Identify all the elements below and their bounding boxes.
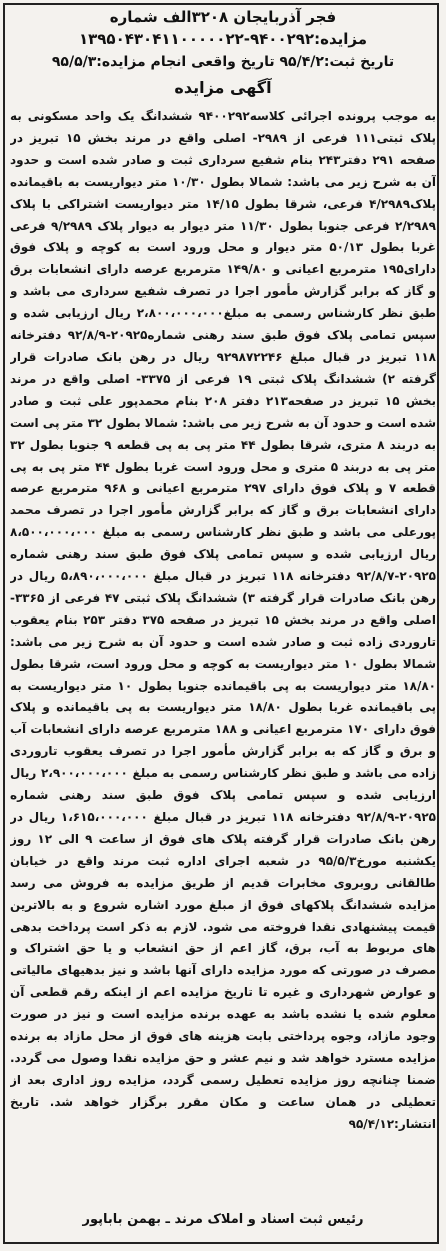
dates-line: تاریخ ثبت:۹۵/۴/۲ تاریخ واقعی انجام مزایده:۹۵/۵/۳ bbox=[51, 54, 395, 70]
signature-line: رئیس ثبت اسناد و املاک مرند ـ بهمن باباپور bbox=[82, 1212, 364, 1227]
notice-heading: آگهی مزایده bbox=[174, 78, 272, 97]
newspaper-title-line: فجر آذربایجان ۳۲۰۸الف شماره bbox=[109, 8, 337, 26]
notice-body-text: به موجب پرونده اجرائی کلاسه۹۴۰۰۲۹۲ ششدانگ یک واحد مسکونی به پلاک ثبتی۱۱۱ فرعی از ۲۹۸۹- اصلی واقع در مرند بخش ۱۵ تبریز در صفحه ۲۹۱ دفتر۲۴۳ بنام شفیع سرداری ثبت و صادر شده است و حدود آن به شرح زیر می باشد: شمالا بطول ۱۰/۳۰ متر دیواریست به باقیمانده پلاک۴/۲۹۸۹ فرعی، شرقا بطول ۱۴/۱۵ متر دیواریست اشتراکی با پلاک ۲/۲۹۸۹ فرعی جنوبا بطول ۱۱/۳۰ متر دیوار به دیوار پلاک ۹/۲۹۸۹ فرعی غربا بطول ۵۰/۱۳ متر دیوار و محل ورود است به کوچه و پلاک فوق دارای۱۹۵ مترمربع اعیانی و ۱۴۹/۸۰ مترمربع عرصه دارای انشعابات برق و گاز که برابر گزارش مأمور اجرا در تصرف شفیع سرداری می باشد و طبق نظر کارشناس رسمی به مبلغ۲،۸۰۰،۰۰۰،۰۰۰ ریال ارزیابی شده و سپس تمامی پلاک فوق طبق سند رهنی شماره۲۰۹۲۵-۹۲/۸/۹ دفترخانه ۱۱۸ تبریز در قبال مبلغ ۹۲۹۸۷۲۲۴۶ ریال در رهن بانک صادرات قرار گرفته ۲) ششدانگ پلاک ثبتی ۱۹ فرعی از ۳۳۷۵- اصلی واقع در مرند بخش ۱۵ تبریز در صفحه۲۱۳ دفتر ۲۰۸ بنام محمدپور علی ثبت و صادر شده است و حدود آن به شرح زیر می باشد: شمالا بطول ۳۲ متر پی است به دربند ۸ متری، شرقا بطول ۴۴ متر پی به پی قطعه ۹ جنوبا بطول ۳۲ متر پی به دربند ۵ متری و محل ورود است غربا بطول ۴۴ متر پی به پی قطعه ۷ و پلاک فوق دارای ۲۹۷ مترمربع اعیانی و ۹۶۸ مترمربع عرصه دارای انشعابات برق و گاز که برابر گزارش مأمور اجرا در تصرف محمد پورعلی می باشد و طبق نظر کارشناس رسمی به مبلغ ۸،۵۰۰،۰۰۰،۰۰۰ ریال ارزیابی شده و سپس تمامی پلاک فوق طبق سند رهنی شماره ۲۰۹۲۵-۹۲/۸/۷ دفترخانه ۱۱۸ تبریز در قبال مبلغ ۵،۸۹۰،۰۰۰،۰۰۰ ریال در رهن بانک صادرات قرار گرفته ۳) ششدانگ پلاک ثبتی ۴۷ فرعی از ۳۳۶۵- اصلی واقع در مرند بخش ۱۵ تبریز در صفحه ۳۷۵ دفتر ۲۵۳ بنام یعقوب تاروردی زاده ثبت و صادر شده است و حدود آن به شرح زیر می باشد: شمالا بطول ۱۰ متر دیواریست به کوچه و محل ورود است، شرقا بطول ۱۸/۸۰ متر دیواریست به پی باقیمانده جنوبا بطول ۱۰ متر دیواریست به پی باقیمانده غربا بطول ۱۸/۸۰ متر دیواریست به پی باقیمانده و پلاک فوق دارای ۱۷۰ مترمربع اعیانی و ۱۸۸ مترمربع عرصه دارای انشعابات آب و برق و گاز که به برابر گزارش مأمور اجرا در تصرف یعقوب تاروردی زاده می باشد و طبق نظر کارشناس رسمی به مبلغ ۲،۹۰۰،۰۰۰،۰۰۰ ریال ارزیابی شده و سپس تمامی پلاک فوق طبق سند رهنی شماره ۲۰۹۲۵-۹۲/۸/۹ دفترخانه ۱۱۸ تبریز در قبال مبلغ ۱،۶۱۵،۰۰۰،۰۰۰ ریال در رهن بانک صادرات قرار گرفته پلاک های فوق از ساعت ۹ الی ۱۲ روز یکشنبه مورخ۹۵/۵/۳ در شعبه اجرای اداره ثبت مرند واقع در خیابان طالقانی روبروی مخابرات قدیم از طریق مزایده به فروش می رسد مزایده ششدانگ پلاکهای فوق از مبلغ مورد اشاره شروع و به بالاترین قیمت پیشنهادی نقدا فروخته می شود. لازم به ذکر است پرداخت بدهی های مربوط به آب، برق، گاز اعم از حق انشعاب و یا حق اشتراک و مصرف در صورتی که مورد مزایده دارای آنها باشد و نیز بدهیهای مالیاتی و عوارض شهرداری و غیره تا تاریخ مزایده اعم از اینکه رقم قطعی آن معلوم شده یا نشده باشد به عهده برنده مزایده است و نیز در صورت وجود مازاد، وجوه پرداختی بابت هزینه های فوق از محل مازاد به برنده مزایده مسترد خواهد شد و نیم عشر و حق مزایده نقدا وصول می گردد. ضمنا چنانچه روز مزایده تعطیل رسمی گردد، مزایده روز اداری بعد از تعطیلی در همان ساعت و مکان مقرر برگزار خواهد شد. تاریخ انتشار:۹۵/۴/۱۲ bbox=[10, 109, 436, 1131]
auction-number-line: مزایده:۹۴۰۰۲۹۲-۱۳۹۵۰۴۳۰۴۱۱۰۰۰۰۰۲۲ bbox=[78, 30, 368, 48]
